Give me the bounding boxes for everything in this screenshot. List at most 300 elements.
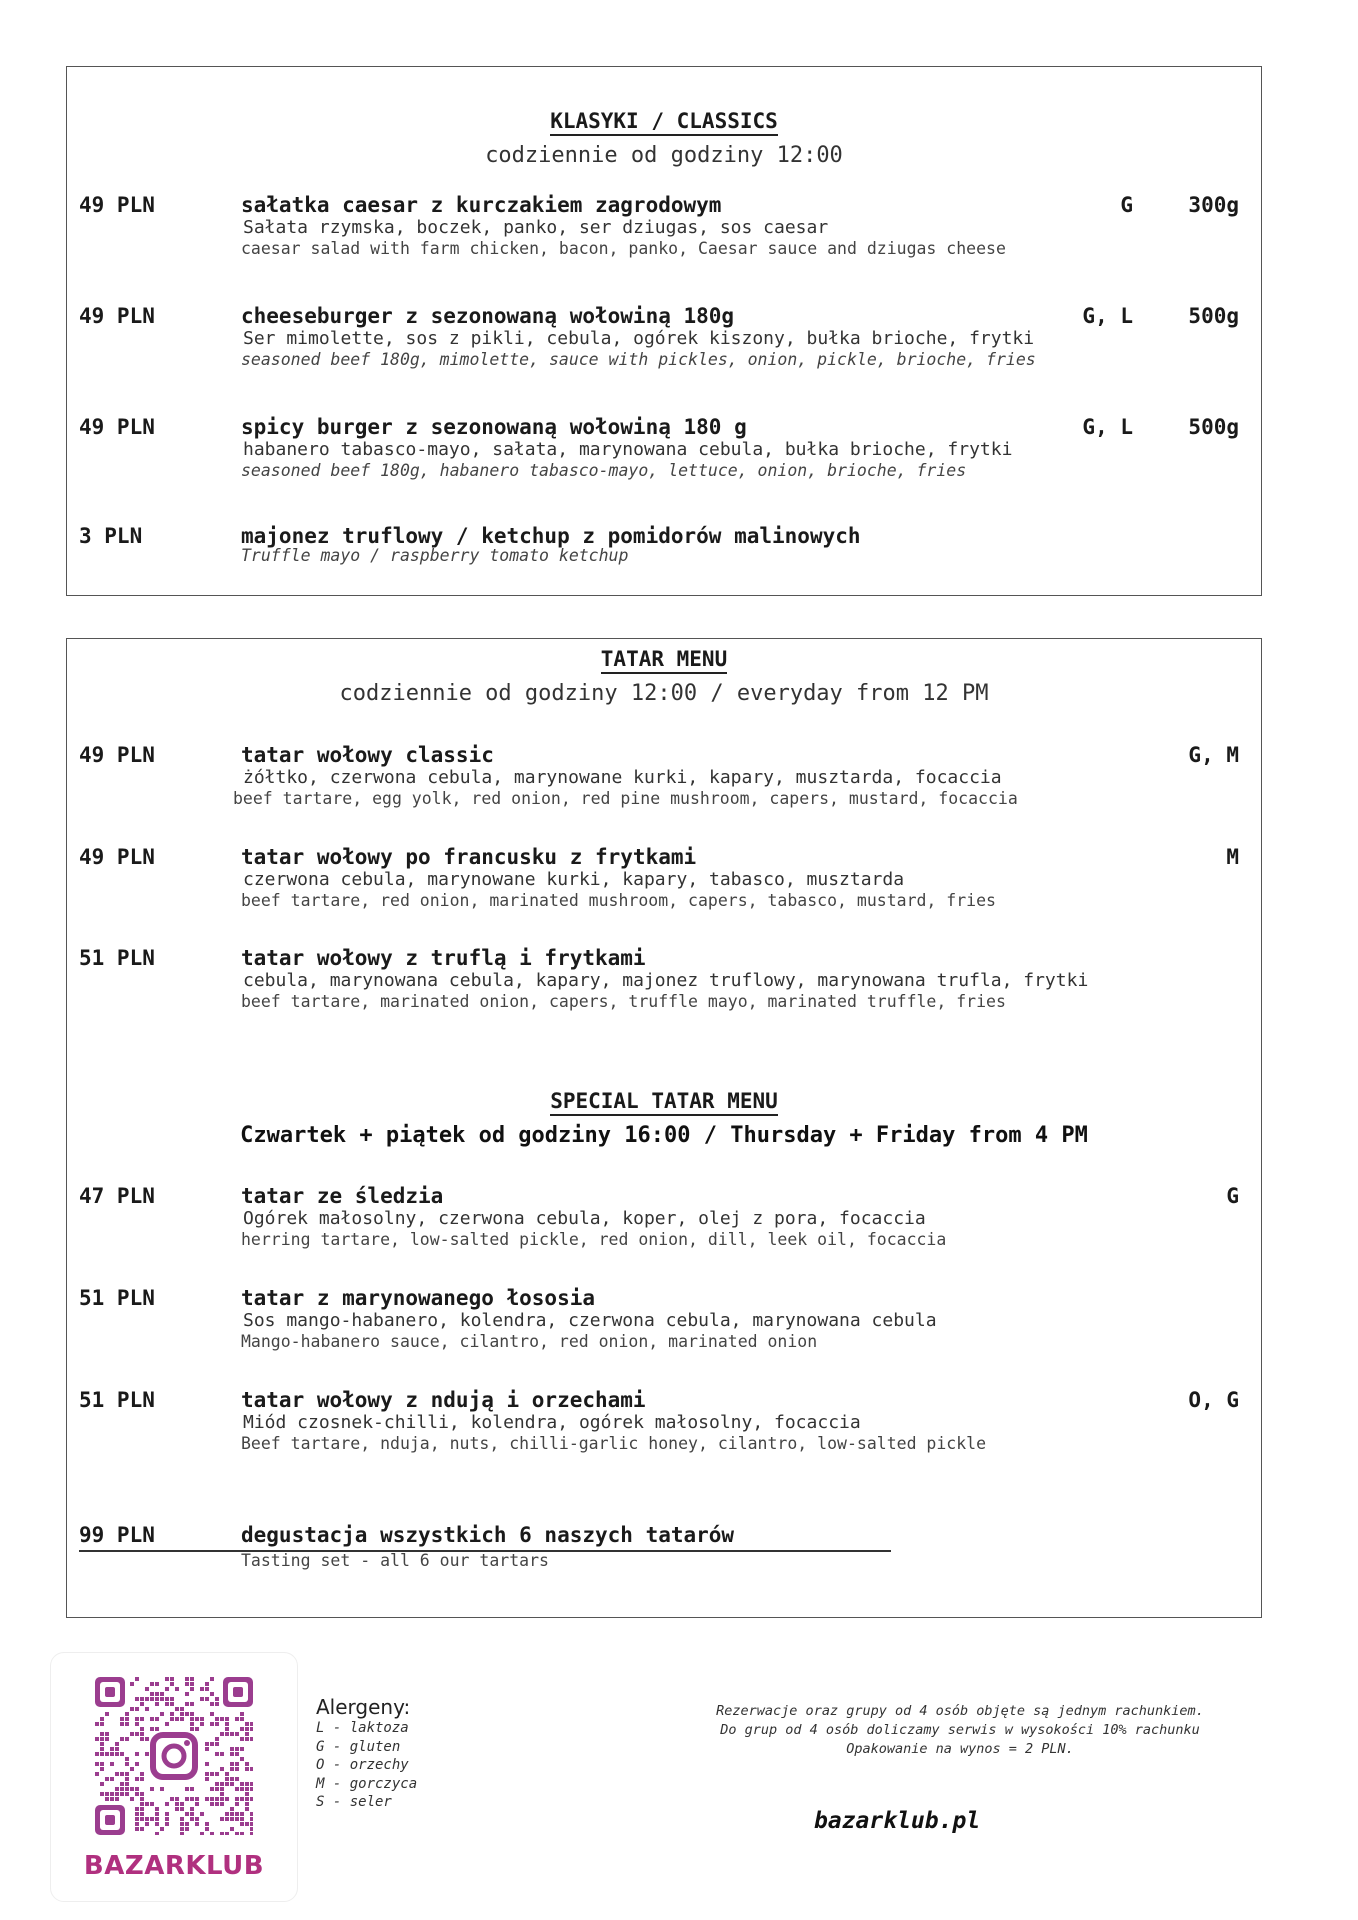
qr-module	[155, 1832, 159, 1835]
qr-module	[250, 1767, 253, 1771]
qr-module	[135, 1817, 139, 1821]
qr-module	[210, 1692, 214, 1696]
qr-module	[190, 1817, 194, 1821]
qr-module	[155, 1692, 159, 1696]
qr-module	[140, 1827, 144, 1831]
qr-module	[240, 1787, 244, 1791]
qr-module	[210, 1797, 214, 1801]
qr-module	[195, 1797, 199, 1801]
qr-module	[100, 1737, 104, 1741]
item-desc-pl: Miód czosnek-chilli, kolendra, ogórek małosolny, focaccia	[243, 1412, 861, 1433]
qr-module	[245, 1802, 249, 1806]
qr-module	[115, 1797, 119, 1801]
qr-module	[250, 1782, 253, 1786]
qr-module	[240, 1717, 244, 1721]
item-allergens: G	[1226, 1184, 1239, 1208]
qr-module	[215, 1702, 219, 1706]
qr-module	[220, 1817, 224, 1821]
qr-module	[230, 1732, 234, 1736]
qr-module	[200, 1832, 204, 1835]
item-price: 51 PLN	[79, 946, 155, 970]
qr-module	[200, 1697, 204, 1701]
qr-module	[205, 1827, 209, 1831]
qr-module	[250, 1827, 253, 1831]
qr-module	[180, 1717, 184, 1721]
item-price: 51 PLN	[79, 1388, 155, 1412]
qr-module	[135, 1677, 139, 1681]
qr-module	[175, 1707, 179, 1711]
qr-module	[235, 1797, 239, 1801]
qr-module	[190, 1797, 194, 1801]
qr-module	[140, 1777, 144, 1781]
qr-module	[135, 1792, 139, 1796]
qr-module	[105, 1712, 109, 1716]
qr-module	[205, 1682, 209, 1686]
allergen-legend-item: O - orzechy	[316, 1757, 409, 1773]
qr-module	[245, 1732, 249, 1736]
qr-module	[140, 1717, 144, 1721]
qr-module	[150, 1802, 154, 1806]
qr-module	[215, 1737, 219, 1741]
qr-module	[140, 1792, 144, 1796]
qr-module	[205, 1697, 209, 1701]
qr-module	[130, 1682, 134, 1686]
qr-module	[95, 1737, 99, 1741]
qr-module	[245, 1762, 249, 1766]
allergen-legend-item: L - laktoza	[316, 1720, 409, 1736]
qr-module	[215, 1752, 219, 1756]
item-name: tatar ze śledzia	[241, 1184, 444, 1208]
item-price: 49 PLN	[79, 415, 155, 439]
qr-module	[245, 1737, 249, 1741]
qr-module	[200, 1722, 204, 1726]
qr-module	[235, 1732, 239, 1736]
qr-module	[160, 1712, 164, 1716]
qr-module	[130, 1707, 134, 1711]
item-price: 3 PLN	[79, 524, 143, 548]
tatar-section	[66, 638, 1262, 1618]
qr-module	[100, 1752, 104, 1756]
qr-module	[140, 1807, 144, 1811]
qr-module	[245, 1792, 249, 1796]
qr-module	[120, 1722, 124, 1726]
qr-module	[225, 1722, 229, 1726]
item-allergens: G, L	[1082, 304, 1133, 328]
qr-module	[230, 1827, 234, 1831]
instagram-qr-card[interactable]	[50, 1652, 298, 1902]
qr-module	[210, 1802, 214, 1806]
qr-module	[125, 1762, 129, 1766]
item-allergens: G	[1120, 193, 1133, 217]
item-name: tatar wołowy po francusku z frytkami	[241, 845, 697, 869]
qr-module	[220, 1832, 224, 1835]
menu-item	[67, 743, 1261, 813]
menu-item	[67, 193, 1261, 263]
qr-module	[235, 1762, 239, 1766]
qr-module	[125, 1757, 129, 1761]
qr-module	[230, 1752, 234, 1756]
qr-module	[120, 1752, 124, 1756]
qr-module	[115, 1792, 119, 1796]
qr-module	[145, 1802, 149, 1806]
qr-module	[145, 1752, 149, 1756]
qr-module	[220, 1802, 224, 1806]
qr-module	[125, 1717, 129, 1721]
qr-module	[205, 1687, 209, 1691]
qr-module	[165, 1702, 169, 1706]
qr-module	[190, 1787, 194, 1791]
qr-module	[235, 1752, 239, 1756]
qr-module	[105, 1732, 109, 1736]
qr-module	[250, 1797, 253, 1801]
qr-module	[250, 1727, 253, 1731]
qr-module	[190, 1727, 194, 1731]
qr-module	[115, 1787, 119, 1791]
qr-module	[150, 1682, 154, 1686]
item-weight: 300g	[1188, 193, 1239, 217]
qr-module	[170, 1677, 174, 1681]
item-desc-en: beef tartare, marinated onion, capers, truffle mayo, marinated truffle, fries	[241, 992, 1006, 1011]
qr-module	[220, 1717, 224, 1721]
qr-module	[240, 1832, 244, 1835]
qr-module	[95, 1752, 99, 1756]
qr-module	[155, 1717, 159, 1721]
qr-module	[190, 1677, 194, 1681]
item-desc-en: caesar salad with farm chicken, bacon, panko, Caesar sauce and dziugas cheese	[241, 239, 1006, 258]
qr-module	[185, 1827, 189, 1831]
qr-module	[125, 1737, 129, 1741]
qr-module	[250, 1832, 253, 1835]
qr-module	[205, 1777, 209, 1781]
qr-module	[130, 1787, 134, 1791]
item-name: tatar wołowy classic	[241, 743, 494, 767]
qr-module	[195, 1817, 199, 1821]
qr-module	[105, 1752, 109, 1756]
qr-module	[210, 1712, 214, 1716]
item-name: tatar z marynowanego łososia	[241, 1286, 596, 1310]
qr-module	[225, 1832, 229, 1835]
qr-module	[190, 1812, 194, 1816]
qr-module	[220, 1782, 224, 1786]
qr-module	[145, 1822, 149, 1826]
item-desc-pl: Sałata rzymska, boczek, panko, ser dziugas, sos caesar	[243, 217, 829, 238]
qr-module	[185, 1822, 189, 1826]
qr-module	[225, 1817, 229, 1821]
qr-module	[135, 1697, 139, 1701]
qr-module	[215, 1717, 219, 1721]
qr-module	[155, 1807, 159, 1811]
qr-module	[230, 1747, 234, 1751]
qr-module	[205, 1747, 209, 1751]
qr-module	[200, 1812, 204, 1816]
qr-module	[230, 1807, 234, 1811]
qr-module	[170, 1682, 174, 1686]
qr-module	[190, 1687, 194, 1691]
qr-module	[200, 1717, 204, 1721]
qr-module	[150, 1697, 154, 1701]
item-weight: 500g	[1188, 304, 1239, 328]
qr-module	[220, 1792, 224, 1796]
item-desc-en: seasoned beef 180g, mimolette, sauce with pickles, onion, pickle, brioche, fries	[241, 350, 1036, 369]
menu-item	[67, 304, 1261, 374]
qr-module	[175, 1807, 179, 1811]
qr-module	[240, 1747, 244, 1751]
qr-module	[145, 1737, 149, 1741]
item-desc-pl: Sos mango-habanero, kolendra, czerwona cebula, marynowana cebula	[243, 1310, 937, 1331]
qr-module	[170, 1797, 174, 1801]
classics-section	[66, 66, 1262, 596]
service-notes	[640, 1702, 1280, 1759]
qr-module	[215, 1772, 219, 1776]
qr-module	[195, 1802, 199, 1806]
qr-module	[110, 1792, 114, 1796]
qr-module	[170, 1697, 174, 1701]
qr-module	[135, 1827, 139, 1831]
qr-module	[225, 1732, 229, 1736]
section-subtitle: codziennie od godziny 12:00	[485, 143, 843, 168]
qr-module	[240, 1812, 244, 1816]
qr-module	[205, 1822, 209, 1826]
qr-module	[100, 1792, 104, 1796]
qr-module	[230, 1817, 234, 1821]
qr-module	[140, 1727, 144, 1731]
item-price: 49 PLN	[79, 845, 155, 869]
qr-module	[110, 1752, 114, 1756]
website-link[interactable]: bazarklub.pl	[814, 1808, 981, 1834]
qr-module	[185, 1702, 189, 1706]
item-weight: 500g	[1188, 415, 1239, 439]
qr-module	[120, 1737, 124, 1741]
qr-module	[190, 1682, 194, 1686]
qr-module	[100, 1747, 104, 1751]
qr-module	[250, 1822, 253, 1826]
qr-module	[170, 1717, 174, 1721]
item-allergens: G, L	[1082, 415, 1133, 439]
item-price: 99 PLN	[79, 1523, 155, 1547]
item-desc-pl: habanero tabasco-mayo, sałata, marynowana cebula, bułka brioche, frytki	[243, 439, 1013, 460]
item-allergens: O, G	[1188, 1388, 1239, 1412]
qr-module	[160, 1692, 164, 1696]
qr-module	[200, 1687, 204, 1691]
qr-module	[155, 1812, 159, 1816]
qr-module	[130, 1732, 134, 1736]
qr-module	[180, 1827, 184, 1831]
qr-module	[250, 1737, 253, 1741]
special-section-subtitle: Czwartek + piątek od godziny 16:00 / Thursday + Friday from 4 PM	[240, 1123, 1088, 1148]
item-allergens: M	[1226, 845, 1239, 869]
qr-module	[215, 1697, 219, 1701]
note-line: Do grup od 4 osób doliczamy serwis w wysokości 10% rachunku	[720, 1722, 1200, 1738]
qr-module	[155, 1727, 159, 1731]
qr-module	[245, 1722, 249, 1726]
item-name: majonez truflowy / ketchup z pomidorów malinowych	[241, 524, 861, 548]
item-desc-pl: Ser mimolette, sos z pikli, cebula, ogórek kiszony, bułka brioche, frytki	[243, 328, 1035, 349]
qr-module	[155, 1697, 159, 1701]
item-name: tatar wołowy z truflą i frytkami	[241, 946, 646, 970]
qr-module	[135, 1807, 139, 1811]
qr-module	[250, 1787, 253, 1791]
qr-module	[165, 1677, 169, 1681]
qr-module	[210, 1787, 214, 1791]
section-subtitle: codziennie od godziny 12:00 / everyday from 12 PM	[339, 681, 989, 706]
qr-module	[235, 1802, 239, 1806]
qr-module	[155, 1822, 159, 1826]
qr-module	[105, 1797, 109, 1801]
item-price: 47 PLN	[79, 1184, 155, 1208]
qr-module	[195, 1727, 199, 1731]
qr-module	[110, 1777, 114, 1781]
item-desc-en: Tasting set - all 6 our tartars	[241, 1551, 549, 1570]
qr-module	[135, 1752, 139, 1756]
brand-logo: BAZARKLUB	[83, 1851, 265, 1881]
qr-module	[175, 1797, 179, 1801]
qr-module	[140, 1702, 144, 1706]
menu-item	[67, 415, 1261, 485]
qr-module	[135, 1812, 139, 1816]
qr-module	[240, 1822, 244, 1826]
item-desc-en: Truffle mayo / raspberry tomato ketchup	[241, 546, 629, 565]
qr-module	[150, 1727, 154, 1731]
qr-module	[215, 1787, 219, 1791]
qr-module	[95, 1772, 99, 1776]
qr-module	[105, 1737, 109, 1741]
qr-module	[240, 1817, 244, 1821]
qr-module	[245, 1822, 249, 1826]
qr-module	[110, 1797, 114, 1801]
item-desc-en: herring tartare, low-salted pickle, red onion, dill, leek oil, focaccia	[241, 1230, 947, 1249]
qr-module	[245, 1767, 249, 1771]
qr-module	[190, 1722, 194, 1726]
qr-module	[210, 1772, 214, 1776]
qr-module	[210, 1722, 214, 1726]
item-desc-en: Beef tartare, nduja, nuts, chilli-garlic honey, cilantro, low-salted pickle	[241, 1434, 987, 1453]
qr-module	[120, 1772, 124, 1776]
qr-module	[135, 1717, 139, 1721]
qr-module	[115, 1747, 119, 1751]
qr-module	[175, 1687, 179, 1691]
qr-module	[225, 1797, 229, 1801]
qr-module	[240, 1797, 244, 1801]
qr-module	[220, 1787, 224, 1791]
qr-module	[165, 1687, 169, 1691]
section-title: KLASYKI / CLASSICS	[67, 109, 1261, 133]
qr-module	[125, 1722, 129, 1726]
qr-module	[135, 1732, 139, 1736]
qr-module	[215, 1802, 219, 1806]
qr-module	[135, 1762, 139, 1766]
qr-module	[105, 1777, 109, 1781]
qr-module	[100, 1767, 104, 1771]
item-price: 51 PLN	[79, 1286, 155, 1310]
qr-module	[120, 1792, 124, 1796]
qr-module	[215, 1797, 219, 1801]
qr-module	[205, 1772, 209, 1776]
qr-module	[210, 1742, 214, 1746]
note-line: Opakowanie na wynos = 2 PLN.	[846, 1741, 1074, 1757]
qr-module	[125, 1782, 129, 1786]
qr-module	[190, 1712, 194, 1716]
qr-module	[230, 1777, 234, 1781]
qr-module	[100, 1722, 104, 1726]
qr-module	[175, 1802, 179, 1806]
qr-module	[165, 1822, 169, 1826]
qr-module	[210, 1702, 214, 1706]
qr-module	[185, 1712, 189, 1716]
qr-module	[100, 1732, 104, 1736]
section-title: TATAR MENU	[67, 647, 1261, 671]
qr-module	[250, 1817, 253, 1821]
qr-module	[190, 1807, 194, 1811]
qr-module	[180, 1707, 184, 1711]
item-desc-pl: czerwona cebula, marynowane kurki, kapary, tabasco, musztarda	[243, 869, 905, 890]
item-name: sałatka caesar z kurczakiem zagrodowym	[241, 193, 722, 217]
qr-module	[225, 1717, 229, 1721]
qr-module	[240, 1757, 244, 1761]
qr-module	[230, 1812, 234, 1816]
qr-module	[150, 1717, 154, 1721]
qr-module	[210, 1832, 214, 1835]
qr-module	[165, 1812, 169, 1816]
qr-module	[180, 1807, 184, 1811]
qr-module	[105, 1792, 109, 1796]
item-desc-pl: żółtko, czerwona cebula, marynowane kurki, kapary, musztarda, focaccia	[243, 767, 1002, 788]
allergen-legend-item: M - gorczyca	[316, 1775, 418, 1792]
qr-module	[150, 1692, 154, 1696]
qr-module	[245, 1807, 249, 1811]
qr-module	[190, 1702, 194, 1706]
allergen-legend-item: S - seler	[316, 1794, 392, 1810]
qr-module	[195, 1822, 199, 1826]
qr-module	[125, 1772, 129, 1776]
item-desc-pl: Ogórek małosolny, czerwona cebula, koper, olej z pora, focaccia	[243, 1208, 926, 1229]
qr-module	[220, 1732, 224, 1736]
qr-module	[185, 1787, 189, 1791]
qr-module	[135, 1722, 139, 1726]
qr-module	[140, 1797, 144, 1801]
qr-module	[235, 1767, 239, 1771]
qr-module	[120, 1782, 124, 1786]
qr-module	[220, 1767, 224, 1771]
qr-module	[230, 1782, 234, 1786]
qr-module	[145, 1817, 149, 1821]
qr-module	[125, 1777, 129, 1781]
qr-module	[225, 1782, 229, 1786]
qr-module	[170, 1712, 174, 1716]
qr-module	[235, 1812, 239, 1816]
qr-module	[235, 1787, 239, 1791]
qr-module	[185, 1682, 189, 1686]
qr-module	[175, 1717, 179, 1721]
qr-module	[100, 1742, 104, 1746]
qr-module	[240, 1727, 244, 1731]
qr-module	[125, 1712, 129, 1716]
special-section-title: SPECIAL TATAR MENU	[67, 1089, 1261, 1113]
qr-module	[235, 1747, 239, 1751]
qr-module	[135, 1707, 139, 1711]
qr-code-icon	[95, 1677, 253, 1835]
qr-module	[230, 1762, 234, 1766]
qr-module	[245, 1727, 249, 1731]
qr-module	[140, 1772, 144, 1776]
qr-module	[205, 1762, 209, 1766]
item-price: 49 PLN	[79, 193, 155, 217]
qr-module	[140, 1812, 144, 1816]
item-price: 49 PLN	[79, 304, 155, 328]
note-line: Rezerwacje oraz grupy od 4 osób objęte są jednym rachunkiem.	[716, 1703, 1204, 1719]
qr-module	[100, 1762, 104, 1766]
qr-module	[125, 1792, 129, 1796]
qr-module	[165, 1722, 169, 1726]
